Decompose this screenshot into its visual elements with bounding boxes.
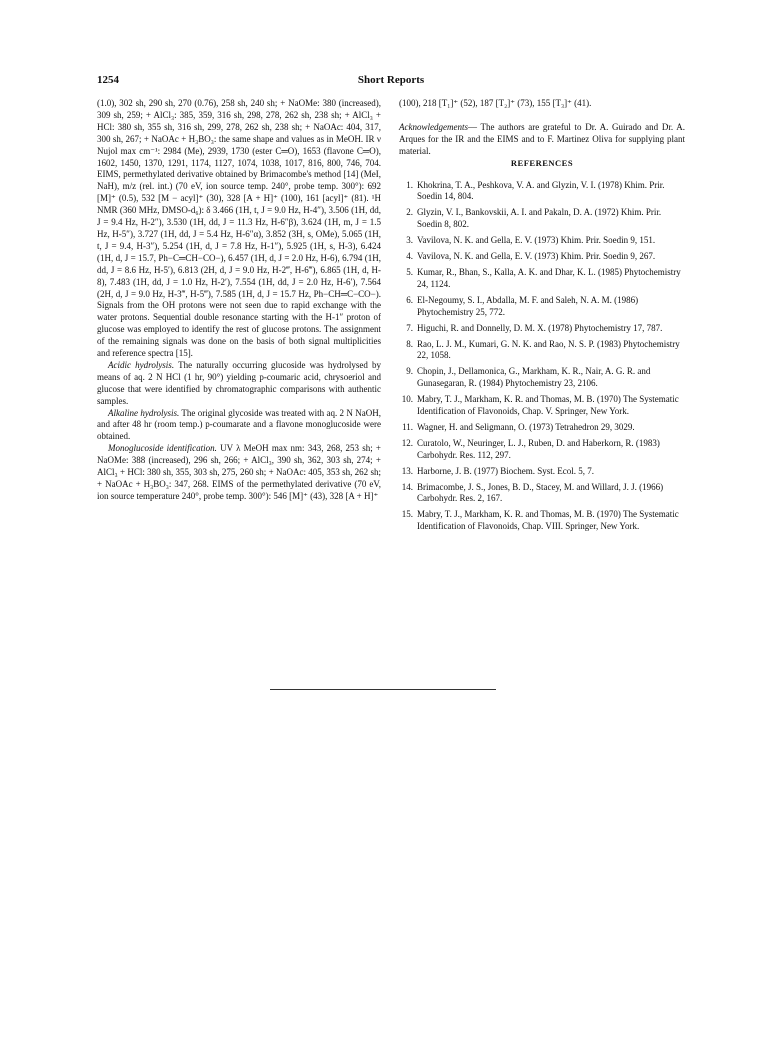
reference-item: [399, 438, 685, 462]
alkaline-hydrolysis-paragraph: [97, 408, 381, 444]
reference-number: 7.: [406, 322, 413, 333]
alkaline-hydrolysis-text: The original glycoside was treated with aq. 2 N NaOH, and after 48 hr (room temp.) p-coumarate and a flavone monoglucoside were obtained.: [97, 407, 381, 442]
reference-item: [399, 422, 685, 434]
reference-item: [399, 482, 685, 506]
page-number: 1254: [97, 74, 119, 86]
reference-item: [399, 509, 685, 533]
page-header: [97, 74, 685, 90]
reference-item: [399, 251, 685, 263]
reference-item: [399, 323, 685, 335]
monoglucoside-text: UV λ MeOH max nm: 343, 268, 253 sh; + NaOMe: 388 (increased), 296 sh, 266; + AlCl₃, 390 sh, 362, 303 sh, 274; + AlCl₃ + HCl: 380 sh, 355, 303 sh, 275, 260 sh; + NaOAc: 405, 353 sh, 262 sh; + NaOAc + H₃BO₃: 347, 268. EIMS of the permethylated derivative (70 eV, ion source temperature 240°, probe temp. 300°): 546 [M]⁺ (43), 328 [A + H]⁺: [97, 443, 381, 501]
reference-number: 14.: [401, 481, 413, 492]
reference-text: El-Negoumy, S. I., Abdalla, M. F. and Saleh, N. A. M. (1986) Phytochemistry 25, 772.: [417, 294, 639, 317]
reference-number: 12.: [401, 437, 413, 448]
acidic-hydrolysis-text: The naturally occurring glucoside was hydrolysed by means of aq. 2 N HCl (1 hr, 90°) yielding p-coumaric acid, chrysoeriol and glucose that were identified by chromatographic comparisons with authentic samples.: [97, 359, 381, 406]
reference-item: [399, 267, 685, 291]
reference-text: Harborne, J. B. (1977) Biochem. Syst. Ecol. 5, 7.: [417, 465, 594, 476]
reference-item: [399, 394, 685, 418]
reference-number: 8.: [406, 338, 413, 349]
reference-text: Rao, L. J. M., Kumari, G. N. K. and Rao, N. S. P. (1983) Phytochemistry 22, 1058.: [417, 338, 680, 361]
acknowledgements: [399, 122, 685, 158]
reference-number: 2.: [406, 207, 413, 218]
reference-text: Chopin, J., Dellamonica, G., Markham, K. R., Nair, A. G. R. and Gunasegaran, R. (1984) Phytochemistry 23, 2106.: [417, 366, 651, 389]
reference-number: 15.: [401, 509, 413, 520]
reference-item: [399, 339, 685, 363]
reference-number: 1.: [406, 179, 413, 190]
ms-continuation: (100), 218 [T₁]⁺ (52), 187 [T₂]⁺ (73), 155 [T₃]⁺ (41).: [399, 98, 592, 108]
alkaline-hydrolysis-heading: Alkaline hydrolysis.: [108, 407, 180, 418]
reference-text: Higuchi, R. and Donnelly, D. M. X. (1978) Phytochemistry 17, 787.: [417, 322, 663, 333]
reference-number: 6.: [406, 294, 413, 305]
end-rule: [270, 689, 496, 690]
running-title: Short Reports: [357, 74, 425, 86]
reference-text: Mabry, T. J., Markham, K. R. and Thomas, M. B. (1970) The Systematic Identification of Flavonoids, Chap. VIII. Springer, New York.: [417, 509, 679, 532]
reference-number: 9.: [406, 366, 413, 377]
reference-number: 10.: [401, 394, 413, 405]
reference-text: Mabry, T. J., Markham, K. R. and Thomas, M. B. (1970) The Systematic Identification of Flavonoids, Chap. V. Springer, New York.: [417, 394, 679, 417]
monoglucoside-heading: Monoglucoside identification.: [108, 443, 217, 454]
reference-text: Kumar, R., Bhan, S., Kalla, A. K. and Dhar, K. L. (1985) Phytochemistry 24, 1124.: [417, 266, 681, 289]
reference-item: [399, 466, 685, 478]
right-column: [399, 98, 685, 537]
reference-number: 4.: [406, 251, 413, 262]
acidic-hydrolysis-paragraph: [97, 360, 381, 408]
spectral-data-paragraph: (1.0), 302 sh, 290 sh, 270 (0.76), 258 sh, 240 sh; + NaOMe: 380 (increased), 309 sh, 259; + AlCl₃: 385, 359, 316 sh, 298, 278, 262 sh, 238 sh; + AlCl₃ + HCl: 380 sh, 355 sh, 316 sh, 299, 278, 262 sh, 238 sh; + NaOAc: 404, 317, 300 sh, 267; + NaOAc + H₃BO₃: the same shape and values as in MeOH. IR ν Nujol max cm⁻¹: 2984 (Me), 2939, 1730 (ester C═O), 1653 (flavone C═O), 1602, 1450, 1370, 1291, 1174, 1127, 1074, 1038, 1017, 816, 800, 746, 704. EIMS, permethylated derivative obtained by Brimacombe's method [14] (MeI, NaH), m/z (rel. int.) (70 eV, ion source temp. 240°, probe temp. 300°): 692 [M]⁺ (0.5), 532 [M − acyl]⁺ (30), 328 [A + H]⁺ (100), 161 [acyl]⁺ (81). ¹H NMR (360 MHz, DMSO-d₆): δ 3.466 (1H, t, J = 9.0 Hz, H-4″), 3.506 (1H, dd, J = 9.4 Hz, H-2″), 3.530 (1H, dd, J = 11.3 Hz, H-6″β), 3.624 (1H, m, J = 1.5 Hz, H-5″), 3.727 (1H, dd, J = 5.4 Hz, H-6″α), 3.852 (3H, s, OMe), 5.065 (1H, t, J = 9.4, H-3″), 5.254 (1H, d, J = 7.8 Hz, H-1″), 5.925 (1H, s, H-3), 6.424 (1H, d, J = 15.7, Ph−C═CH−CO−), 6.457 (1H, d, J = 2.0 Hz, H-6), 6.794 (1H, dd, J = 8.6 Hz, H-5′), 6.813 (2H, d, J = 9.0 Hz, H-2‴, H-6‴), 6.865 (1H, d, H-8), 7.483 (1H, dd, J = 1.0 Hz, H-2′), 7.554 (1H, dd, J = 2.0 Hz, H-6′), 7.564 (2H, d, J = 9.0 Hz, H-3‴, H-5‴), 7.585 (1H, d, J = 15.7 Hz, Ph−CH═C−CO−). Signals from the OH protons were not seen due to rapid exchange with the water protons. Sequential double resonance starting with the H-1″ proton of glucose was employed to identify the rest of glucose protons. The assignment of the remaining signals was done on the basis of both signal multiplicities and reference spectra [15].: [97, 98, 381, 359]
reference-text: Brimacombe, J. S., Jones, B. D., Stacey, M. and Willard, J. J. (1966) Carbohydr. Res. 2, 167.: [417, 481, 664, 504]
reference-text: Glyzin, V. I., Bankovskii, A. I. and Pakaln, D. A. (1972) Khim. Prir. Soedin 8, 802.: [417, 207, 662, 230]
reference-number: 11.: [402, 421, 413, 432]
reference-item: [399, 235, 685, 247]
monoglucoside-paragraph: [97, 443, 381, 503]
left-column: [97, 98, 381, 503]
acknowledgements-heading: Acknowledgements: [399, 121, 468, 132]
reference-text: Khokrina, T. A., Peshkova, V. A. and Glyzin, V. I. (1978) Khim. Prir. Soedin 14, 804.: [417, 179, 665, 202]
reference-item: [399, 207, 685, 231]
reference-text: Wagner, H. and Seligmann, O. (1973) Tetrahedron 29, 3029.: [417, 421, 635, 432]
reference-text: Vavilova, N. K. and Gella, E. V. (1973) Khim. Prir. Soedin 9, 151.: [417, 235, 656, 246]
reference-text: Vavilova, N. K. and Gella, E. V. (1973) Khim. Prir. Soedin 9, 267.: [417, 251, 656, 262]
references-list: [399, 180, 685, 534]
reference-item: [399, 366, 685, 390]
reference-number: 3.: [406, 235, 413, 246]
acknowledgements-text: — The authors are grateful to Dr. A. Guirado and Dr. A. Arques for the IR and the EIMS and to F. Martinez Oliva for supplying plant material.: [399, 121, 685, 156]
reference-item: [399, 180, 685, 204]
reference-number: 13.: [401, 465, 413, 476]
acidic-hydrolysis-heading: Acidic hydrolysis.: [108, 359, 175, 370]
references-heading: REFERENCES: [510, 157, 574, 168]
reference-item: [399, 295, 685, 319]
reference-text: Curatolo, W., Neuringer, L. J., Ruben, D. and Haberkorn, R. (1983) Carbohydr. Res. 112, 297.: [417, 437, 660, 460]
reference-number: 5.: [406, 266, 413, 277]
